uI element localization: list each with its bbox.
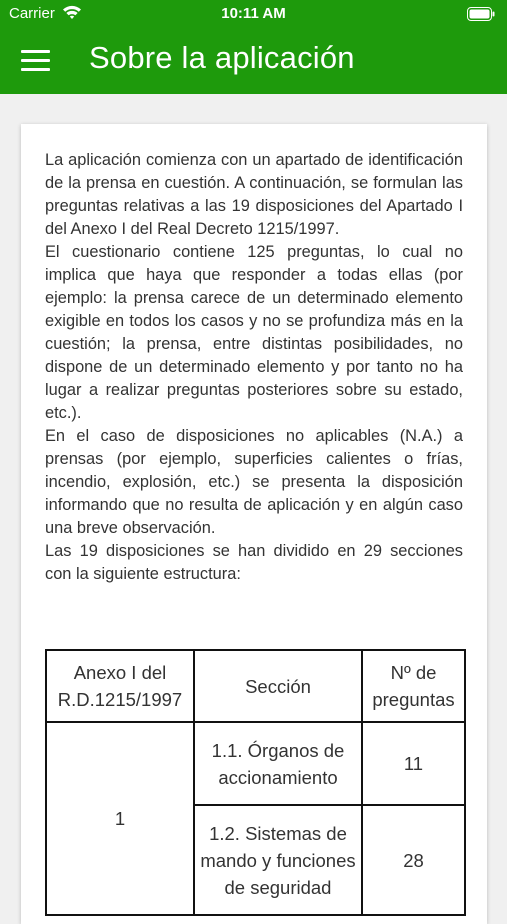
paragraph: La aplicación comienza con un apartado de identificación de la prensa en cuestión. A continuación, se formulan las preguntas relativas a las 19 disposiciones del Apartado I del Anexo I del Real Decreto 1215/1997.	[45, 151, 463, 238]
hamburger-menu-icon	[21, 68, 50, 71]
clock: 10:11 AM	[221, 5, 286, 22]
battery-icon	[467, 7, 495, 21]
app-bar	[0, 28, 507, 94]
carrier-label: Carrier	[9, 5, 55, 22]
count-cell: 11	[362, 722, 465, 805]
table-row	[46, 722, 465, 805]
section-cell: 1.1. Órganos de accionamiento	[194, 722, 362, 805]
hamburger-menu-icon	[21, 59, 50, 62]
paragraph: En el caso de disposiciones no aplicables (N.A.) a prensas (por ejemplo, superficies calientes o frías, incendio, explosión, etc.) se presenta la disposición informando que no resulta de aplicación y en algún caso una breve observación.	[45, 427, 463, 537]
paragraph: El cuestionario contiene 125 preguntas, lo cual no implica que haya que responder a todas ellas (por ejemplo: la prensa carece de un determinado elemento exigible en todos los casos y no se profundiza más en la cuestión; la prensa, entre distintas posibilidades, no dispone de un determinado elemento y por tanto no ha lugar a realizar preguntas posteriores sobre su estado, etc.).	[45, 243, 463, 422]
table-header-row	[46, 650, 465, 722]
hamburger-menu-icon	[21, 50, 50, 53]
section-cell: 1.2. Sistemas de mando y funciones de seguridad	[194, 805, 362, 915]
status-bar	[0, 0, 507, 28]
count-cell: 28	[362, 805, 465, 915]
description-text	[45, 149, 463, 586]
group-cell: 1	[46, 722, 194, 915]
page-title: Sobre la aplicación	[89, 40, 355, 75]
header-seccion: Sección	[194, 650, 362, 722]
structure-table	[45, 649, 466, 916]
menu-button[interactable]	[13, 41, 57, 81]
header-num-preguntas: Nº de preguntas	[362, 650, 465, 722]
paragraph: Las 19 disposiciones se han dividido en 29 secciones con la siguiente estructura:	[45, 542, 463, 583]
header-anexo: Anexo I del R.D.1215/1997	[46, 650, 194, 722]
content-card	[21, 124, 487, 924]
